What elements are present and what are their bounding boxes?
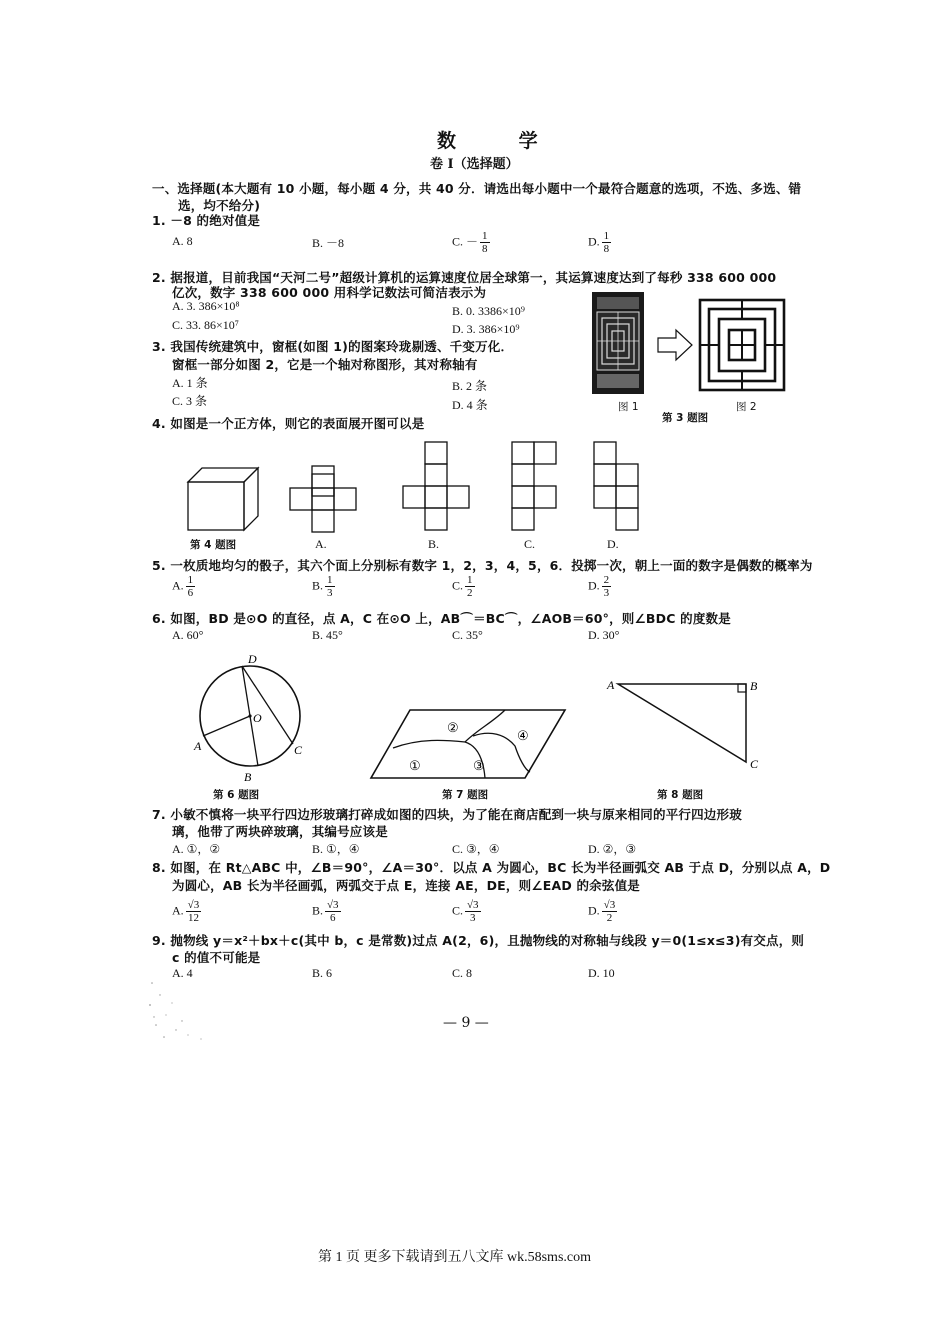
q4-option-c: C. [524,537,536,551]
label-a: A [607,678,615,692]
q8-stem-line2: 为圆心，AB 长为半径画弧，两弧交于点 E，连接 AE，DE，则∠EAD 的余弦值是 [172,878,640,893]
q1-option-a: A. 8 [172,234,193,248]
q5-option-d: D. $\frac{2}{3}$ [588,574,610,599]
q6-option-b: B. 45° [312,628,343,642]
label-c: C [294,743,303,757]
q7-option-b: B. ①，④ [312,842,360,856]
q3-caption: 第 3 题图 [662,412,709,424]
q3-stem-line1: 3. 我国传统建筑中，窗框(如图 1)的图案玲珑剔透、千变万化． [152,339,514,354]
piece-4: ④ [517,728,529,743]
q9-stem-line1: 9. 抛物线 y＝x²＋bx＋c(其中 b，c 是常数)过点 A(2，6)，且抛物线的对称轴与线段 y＝0(1≤x≤3)有交点，则 [152,933,805,948]
q4-option-b: B. [428,537,440,551]
q1-option-d: D. $\frac{1}{8}$ [588,230,610,255]
q4-option-a: A. [315,537,327,551]
footer-download-note: 第 1 页 更多下载请到五八文库 wk.58sms.com [318,1250,591,1265]
q2-option-a: A. 3. 386×10⁸ [172,299,240,313]
q3-stem-line2: 窗框一部分如图 2，它是一个轴对称图形，其对称轴有 [172,357,478,372]
q3-option-b: B. 2 条 [452,379,488,393]
q4-option-d: D. [607,537,619,551]
label-o: O [253,711,262,725]
fig7-caption: 第 7 题图 [442,789,489,801]
q5-stem: 5. 一枚质地均匀的骰子，其六个面上分别标有数字 1，2，3，4，5，6．投掷一次，朝上一面的数字是偶数的概率为 [152,558,813,573]
label-b: B [750,679,758,693]
q7-option-c: C. ③，④ [452,842,500,856]
q6-option-d: D. 30° [588,628,620,642]
q5-option-a: A. $\frac{1}{6}$ [172,574,194,599]
label-c: C [750,757,759,771]
broken-glass-figure [365,700,570,785]
piece-1: ① [409,758,421,773]
q4-stem: 4. 如图是一个正方体，则它的表面展开图可以是 [152,416,425,431]
q2-stem-line1: 2. 据报道，目前我国“天河二号”超级计算机的运算速度位居全球第一，其运算速度达到了每秒 338 600 000 [152,270,777,285]
q1-option-c: C. － $\frac{1}{8}$ [452,230,488,255]
q9-stem-line2: c 的值不可能是 [172,950,261,965]
q7-option-d: D. ②，③ [588,842,637,856]
right-triangle-figure [600,672,780,777]
q8-option-b: B. $\frac{√3}{6}$ [312,899,339,924]
q3-fig1-label: 图 1 [618,401,639,413]
q6-caption: 第 6 题图 [213,789,260,801]
q8-stem-line1: 8. 如图，在 Rt△ABC 中，∠B＝90°，∠A＝30°．以点 A 为圆心，BC 长为半径画弧交 AB 于点 D，分别以点 A，D [152,860,831,875]
q2-option-b: B. 0. 3386×10⁹ [452,304,525,318]
window-frame-figure [588,288,788,398]
q6-option-c: C. 35° [452,628,483,642]
q8-option-d: D. $\frac{√3}{2}$ [588,899,616,924]
q2-stem-line2: 亿次，数字 338 600 000 用科学记数法可简洁表示为 [172,285,487,300]
q4-caption: 第 4 题图 [190,539,237,551]
q7-stem-line2: 璃，他带了两块碎玻璃，其编号应该是 [172,824,388,839]
label-d: D [248,652,257,666]
q2-option-d: D. 3. 386×10⁹ [452,322,520,336]
q3-option-c: C. 3 条 [172,394,208,408]
q9-option-a: A. 4 [172,966,193,980]
q3-option-a: A. 1 条 [172,376,208,390]
q8-option-a: A. $\frac{√3}{12}$ [172,899,200,924]
cube-nets-figure [180,430,660,535]
scan-noise [146,975,216,1045]
q5-option-c: C. $\frac{1}{2}$ [452,574,473,599]
q1-option-b: B. －8 [312,236,345,250]
q6-stem: 6. 如图，BD 是⊙O 的直径，点 A，C 在⊙O 上，AB⌒＝BC⌒，∠AOB＝60°，则∠BDC 的度数是 [152,611,731,626]
q5-option-b: B. $\frac{1}{3}$ [312,574,333,599]
piece-3: ③ [473,758,485,773]
q6-option-a: A. 60° [172,628,204,642]
section-heading-line1: 一、选择题(本大题有 10 小题，每小题 4 分，共 40 分．请选出每小题中一个最符合题意的选项，不选、多选、错 [152,181,802,196]
paper-subtitle: 卷 I（选择题） [430,157,519,172]
page-title: 数 学 [437,130,566,152]
page-number: — 9 — [443,1015,489,1031]
piece-2: ② [447,720,459,735]
q3-option-d: D. 4 条 [452,398,488,412]
label-b: B [244,770,252,784]
q1-stem: 1. －8 的绝对值是 [152,213,261,228]
label-a: A [194,739,202,753]
circle-figure [190,650,320,785]
q7-stem-line1: 7. 小敏不慎将一块平行四边形玻璃打碎成如图的四块，为了能在商店配到一块与原来相同的平行四边形玻 [152,807,742,822]
q3-fig2-label: 图 2 [736,401,757,413]
q9-option-d: D. 10 [588,966,615,980]
q9-option-b: B. 6 [312,966,333,980]
q2-option-c: C. 33. 86×10⁷ [172,318,239,332]
q9-option-c: C. 8 [452,966,473,980]
q7-option-a: A. ①，② [172,842,221,856]
fig8-caption: 第 8 题图 [657,789,704,801]
q8-option-c: C. $\frac{√3}{3}$ [452,899,479,924]
section-heading-line2: 选，均不给分) [178,198,261,213]
